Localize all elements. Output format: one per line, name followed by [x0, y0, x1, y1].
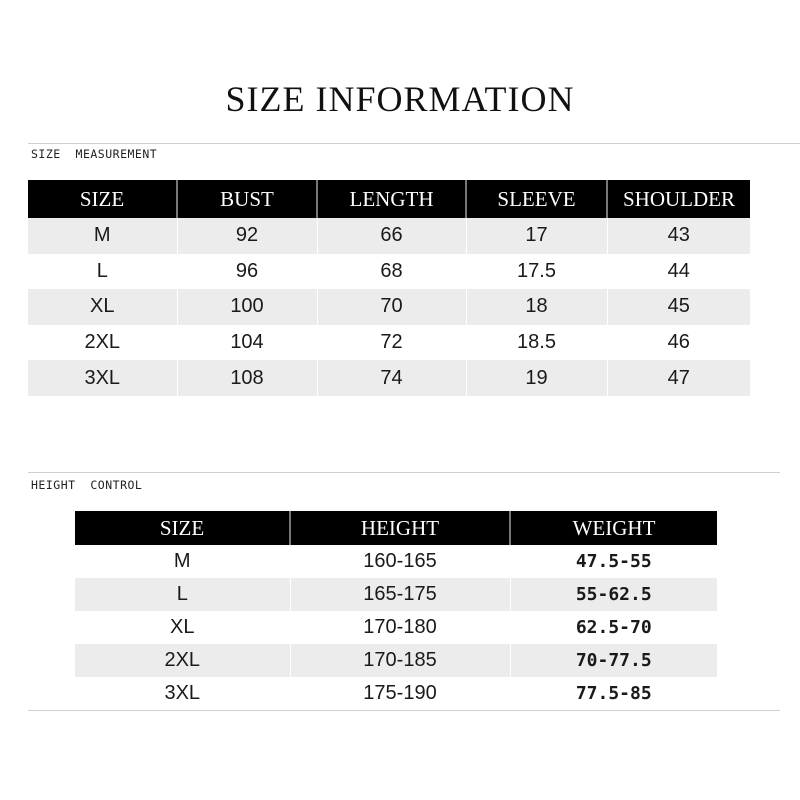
table-cell: 160-165 — [290, 545, 510, 578]
height-control-label: HEIGHT CONTROL — [31, 478, 143, 492]
table-cell: 44 — [607, 254, 750, 290]
table-row — [75, 545, 717, 578]
table-cell: 18.5 — [466, 325, 607, 361]
page-title: SIZE INFORMATION — [225, 79, 575, 119]
table-row — [28, 360, 750, 396]
table-cell: 55-62.5 — [510, 578, 717, 611]
column-header-bust: BUST — [177, 180, 317, 218]
table-cell: 47 — [607, 360, 750, 396]
height-control-header-row — [75, 511, 717, 545]
table-cell: 45 — [607, 289, 750, 325]
table-cell: 104 — [177, 325, 317, 361]
table-cell: 92 — [177, 218, 317, 254]
table-cell: 100 — [177, 289, 317, 325]
table-cell: 72 — [317, 325, 466, 361]
table-cell: 70-77.5 — [510, 644, 717, 677]
column-header-sleeve: SLEEVE — [466, 180, 607, 218]
table-cell: XL — [75, 611, 290, 644]
size-measurement-table — [28, 180, 750, 396]
table-cell: 62.5-70 — [510, 611, 717, 644]
table-cell: 2XL — [28, 325, 177, 361]
divider-top — [28, 143, 800, 144]
table-row — [28, 325, 750, 361]
table-cell: M — [28, 218, 177, 254]
table-row — [28, 254, 750, 290]
table-row — [75, 644, 717, 677]
height-control-table — [75, 511, 717, 710]
table-cell: 17 — [466, 218, 607, 254]
table-cell: 46 — [607, 325, 750, 361]
table-cell: 170-185 — [290, 644, 510, 677]
column-header-length: LENGTH — [317, 180, 466, 218]
table-cell: XL — [28, 289, 177, 325]
table-cell: 170-180 — [290, 611, 510, 644]
table-row — [28, 289, 750, 325]
table-cell: 108 — [177, 360, 317, 396]
table-cell: 70 — [317, 289, 466, 325]
table-cell: 66 — [317, 218, 466, 254]
table-row — [75, 611, 717, 644]
table-cell: 96 — [177, 254, 317, 290]
table-row — [75, 677, 717, 710]
column-header-size: SIZE — [28, 180, 177, 218]
size-measurement-header-row — [28, 180, 750, 218]
table-cell: L — [28, 254, 177, 290]
table-row — [75, 578, 717, 611]
table-cell: 43 — [607, 218, 750, 254]
divider-bottom — [28, 710, 780, 711]
table-cell: 68 — [317, 254, 466, 290]
size-measurement-label: SIZE MEASUREMENT — [31, 147, 158, 161]
divider-middle — [28, 472, 780, 473]
column-header-size: SIZE — [75, 511, 290, 545]
table-cell: 175-190 — [290, 677, 510, 710]
column-header-height: HEIGHT — [290, 511, 510, 545]
table-cell: 165-175 — [290, 578, 510, 611]
table-cell: 3XL — [75, 677, 290, 710]
table-row — [28, 218, 750, 254]
table-cell: L — [75, 578, 290, 611]
column-header-weight: WEIGHT — [510, 511, 717, 545]
table-cell: 74 — [317, 360, 466, 396]
column-header-shoulder: SHOULDER — [607, 180, 750, 218]
table-cell: 18 — [466, 289, 607, 325]
table-cell: M — [75, 545, 290, 578]
table-cell: 2XL — [75, 644, 290, 677]
table-cell: 19 — [466, 360, 607, 396]
table-cell: 77.5-85 — [510, 677, 717, 710]
table-cell: 17.5 — [466, 254, 607, 290]
table-cell: 3XL — [28, 360, 177, 396]
table-cell: 47.5-55 — [510, 545, 717, 578]
